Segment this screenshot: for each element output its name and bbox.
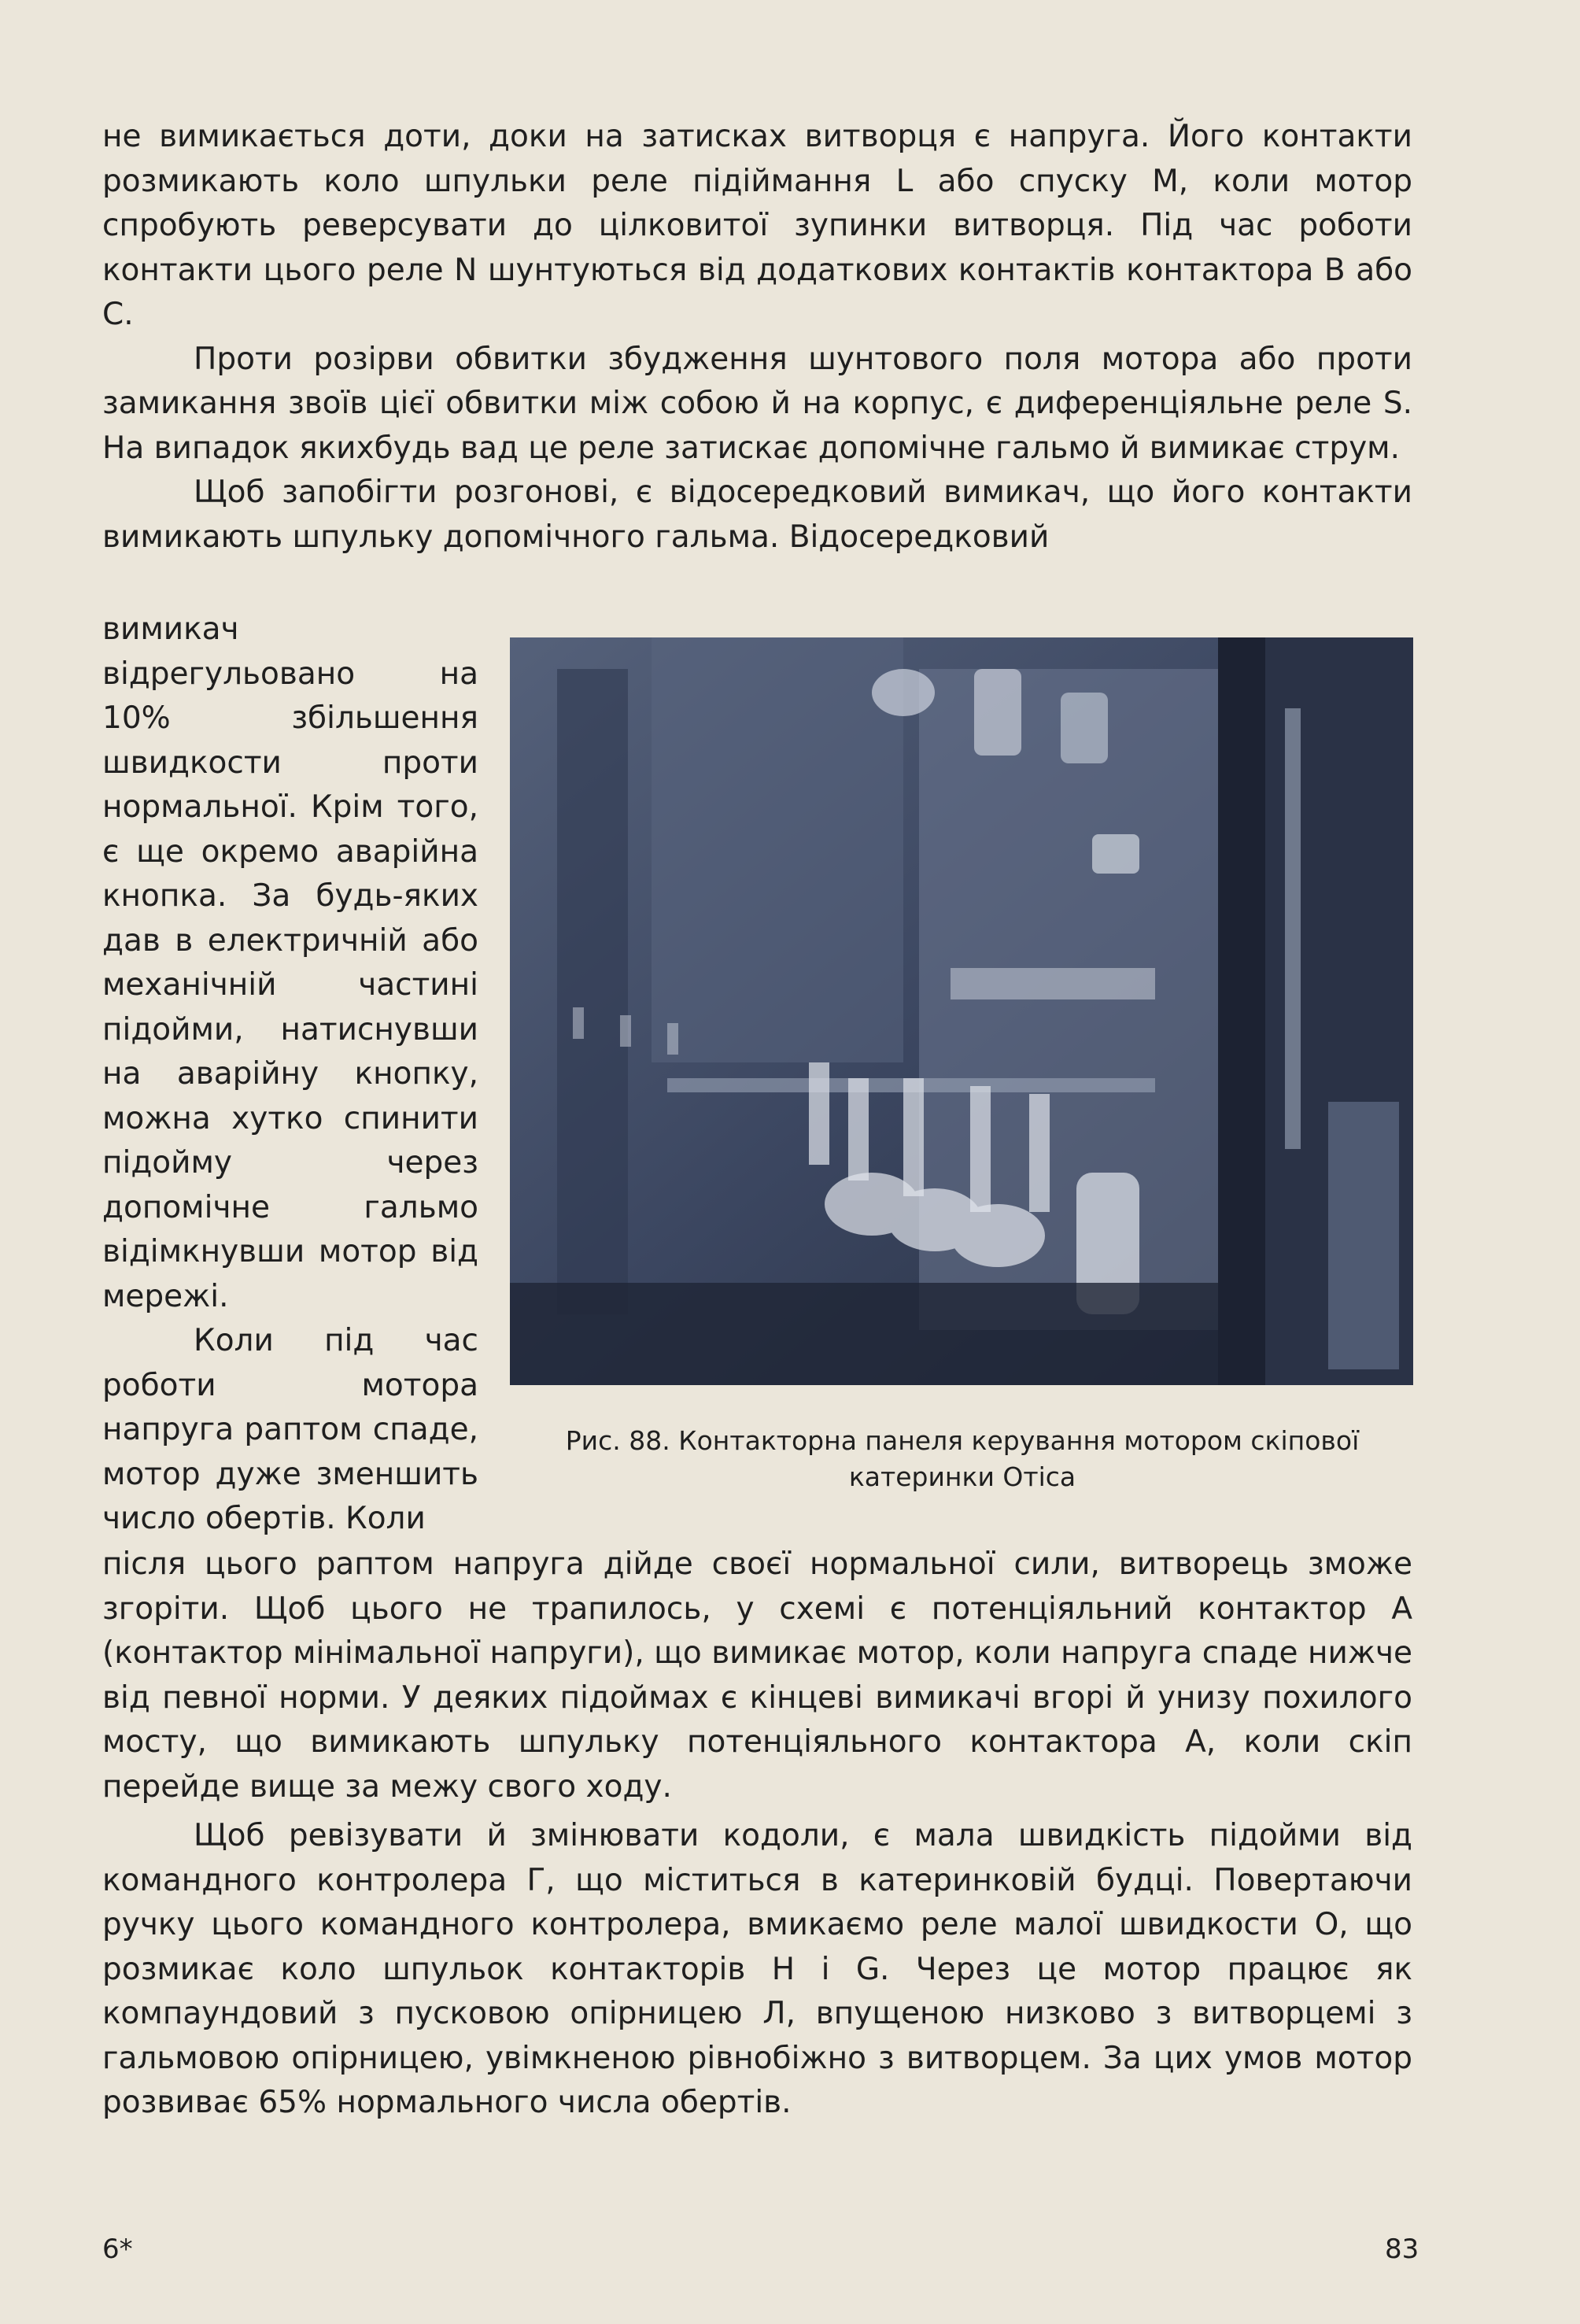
paragraph: вимикач відрегульовано на 10% збільшення швидкости проти нормальної. Крім того, є ще окремо аварійна кнопка. За будь-яких дав в електричній або механічній частині підойми, натиснувши на аварійну кнопку, можна хутко спинити підойму через допомічне гальмо відімкнувши мотор від мережі.	[102, 611, 478, 1314]
paragraph: Коли під час роботи мотора напруга раптом спаде, мотор дуже зменшить число обертів. Коли	[102, 1323, 478, 1536]
figure-photo	[510, 637, 1413, 1385]
caption-line: Рис. 88. Контакторна панеля керування мотором скіпової	[565, 1425, 1360, 1456]
figure-caption	[504, 1423, 1421, 1495]
paragraph: Проти розірви обвитки збудження шунтового поля мотора або проти замикання звоїв цієї обвитки між собою й на корпус, є диференціяльне реле S. На випадок якихбудь вад це реле затискає допомічне гальмо й вимикає струм.	[102, 341, 1412, 466]
paragraph: Щоб запобігти розгонові, є відосередковий вимикач, що його контакти вимикають шпульку допомічного гальма. Відосередковий	[102, 475, 1412, 555]
paragraph: Щоб ревізувати й змінювати кодоли, є мала швидкість підойми від командного контролера Г, що міститься в катеринковій будці. Повертаючи ручку цього командного контролера, вмикаємо реле малої швидкости O, що розмикає коло шпульок контакторів H і G. Через це мотор працює як компаундовий з пусковою опірницею Л, впущеною низково з витворцемі з гальмовою опірницею, увімкненою рівнобіжно з витворцем. За цих умов мотор розвиває 65% нормального числа обертів.	[102, 1818, 1412, 2120]
page-number: 83	[1385, 2233, 1419, 2265]
paragraph: не вимикається доти, доки на затисках витворця є напруга. Його контакти розмикають коло шпульки реле підіймання L або спуску M, коли мотор спробують реверсувати до цілковитої зупинки витворця. Під час роботи контакти цього реле N шунтуються від додаткових контактів контактора B або C.	[102, 119, 1412, 332]
side-text-block	[102, 608, 478, 1542]
paragraph: після цього раптом напруга дійде своєї нормальної сили, витворець зможе згоріти. Щоб цього не трапилось, у схемі є потенціяльний контактор A (контактор мінімальної напруги), що вимикає мотор, коли напруга спаде нижче від певної норми. У деяких підоймах є кінцеві вимикачі вгорі й унизу похилого мосту, що вимикають шпульку потенціяльного контактора A, коли скіп перейде вище за межу свого ходу.	[102, 1546, 1412, 1805]
signature-mark: 6*	[102, 2233, 133, 2265]
bottom-text-block	[102, 1543, 1412, 2126]
top-text-block	[102, 115, 1412, 560]
contactor-panel-photo	[510, 637, 1413, 1385]
caption-line: катеринки Отіса	[848, 1461, 1076, 1492]
